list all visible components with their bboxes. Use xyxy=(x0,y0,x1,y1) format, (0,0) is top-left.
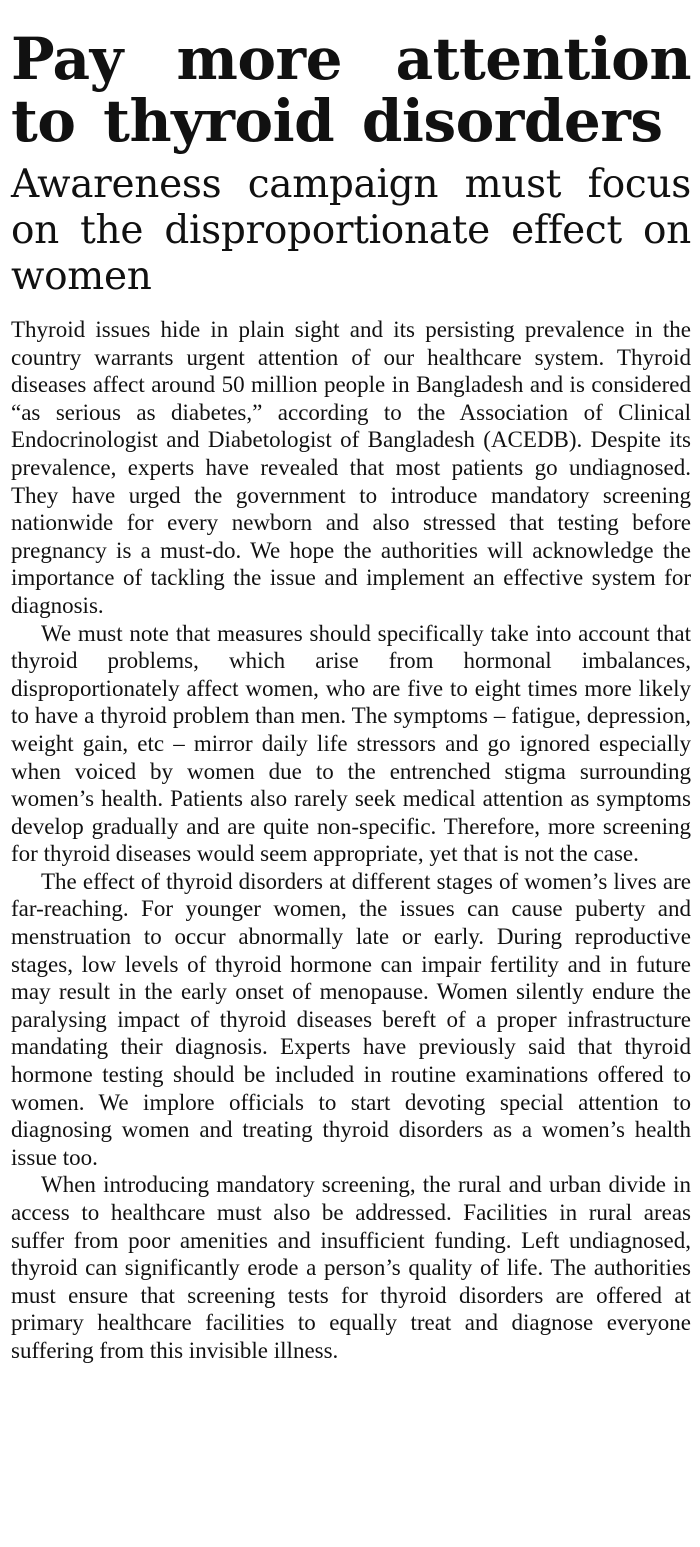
article-headline: Pay more attention to thyroid disorders xyxy=(11,25,691,155)
article-subheadline: Awareness campaign must focus on the disproportionate effect on women xyxy=(11,162,691,299)
editorial-article xyxy=(11,0,691,1365)
article-paragraph: We must note that measures should specifically take into account that thyroid problems, which arise from hormonal imbalances, disproportionately affect women, who are five to eight times more likely to have a thyroid problem than men. The symptoms – fatigue, depression, weight gain, etc – mirror daily life stressors and go ignored especially when voiced by women due to the entrenched stigma surrounding women’s health. Patients also rarely seek medical attention as symptoms develop gradually and are quite non-specific. Therefore, more screening for thyroid diseases would seem appropriate, yet that is not the case. xyxy=(11,620,691,867)
article-paragraph: When introducing mandatory screening, the rural and urban divide in access to healthcare must also be addressed. Facilities in rural areas suffer from poor amenities and insufficient funding. Left undiagnosed, thyroid can significantly erode a person’s quality of life. The authorities must ensure that screening tests for thyroid disorders are offered at primary healthcare facilities to equally treat and diagnose everyone suffering from this invisible illness. xyxy=(11,1172,691,1363)
article-body xyxy=(11,316,691,1365)
article-paragraph: The effect of thyroid disorders at different stages of women’s lives are far-reaching. For younger women, the issues can cause puberty and menstruation to occur abnormally late or early. During reproductive stages, low levels of thyroid hormone can impair fertility and in future may result in the early onset of menopause. Women silently endure the paralysing impact of thyroid diseases bereft of a proper infrastructure mandating their diagnosis. Experts have previously said that thyroid hormone testing should be included in routine examinations offered to women. We implore officials to start devoting special attention to diagnosing women and treating thyroid disorders as a women’s health issue too. xyxy=(11,868,691,1170)
article-paragraph: Thyroid issues hide in plain sight and its persisting prevalence in the country warrants urgent attention of our healthcare system. Thyroid diseases affect around 50 million people in Bangladesh and is considered “as serious as diabetes,” according to the Association of Clinical Endocrinologist and Diabetologist of Bangladesh (ACEDB). Despite its prevalence, experts have revealed that most patients go undiagnosed. They have urged the government to introduce mandatory screening nationwide for every newborn and also stressed that testing before pregnancy is a must-do. We hope the authorities will acknowledge the importance of tackling the issue and implement an effective system for diagnosis. xyxy=(11,317,691,618)
